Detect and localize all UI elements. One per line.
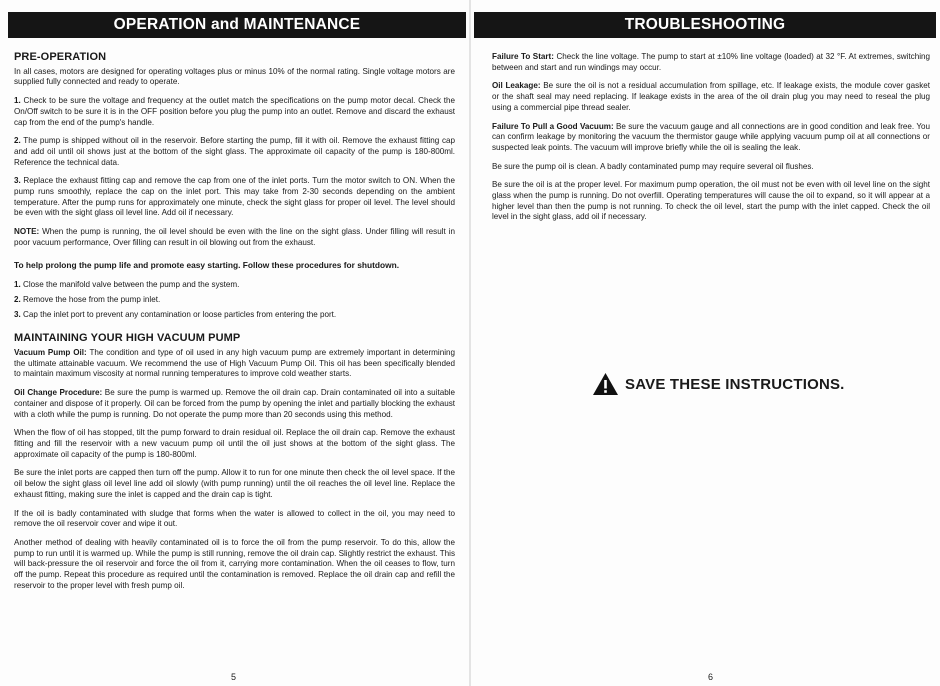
left-page-content [14, 52, 455, 599]
shutdown-list [14, 280, 455, 320]
step-number: 3. [14, 176, 21, 186]
step-text: Check to be sure the voltage and frequency at the outlet match the specifications on the pump motor decal. Check the On/Off switch to be sure it is in the OFF position before you plug the pump into an outlet. Remove and discard the exhaust cap from the end of the pump's handle. [14, 96, 455, 127]
another-method-paragraph: Another method of dealing with heavily contaminated oil is to force the oil from the pump reservoir. To do this, allow the pump to run until it is warmed up. While the pump is still running, remove the oil drain cap. Slightly restrict the exhaust. This will back-pressure the oil reservoir and force the oil from it, carrying more contamination. When the oil ceases to flow, turn off the pump. Repeat this procedure as required until the contamination is removed. Replace the oil drain cap and refill the reservoir to the proper level with fresh pump oil. [14, 537, 455, 590]
note-paragraph [14, 227, 455, 248]
shutdown-step-2 [14, 295, 455, 306]
step-number: 1. [14, 280, 21, 290]
note-label: NOTE: [14, 227, 40, 237]
operation-maintenance-header: OPERATION and MAINTENANCE [8, 12, 466, 38]
failure-to-start-label: Failure To Start: [492, 52, 554, 61]
right-page-content [492, 52, 930, 231]
preoperation-heading: PRE-OPERATION [14, 51, 107, 63]
save-instructions-notice [592, 372, 845, 396]
inlet-capped-paragraph: Be sure the inlet ports are capped then turn off the pump. Allow it to run for one minute then check the oil level space. If the oil below the sight glass oil level line add oil slowly (with pump running) until the oil reaches the oil level line. Replace the exhaust fitting, making sure the inlet is capped and the drain cap is tight. [14, 468, 455, 499]
page-number: 5 [231, 672, 237, 682]
step-number: 2. [14, 294, 21, 304]
step-number: 1. [14, 96, 21, 106]
oil-leakage-text: Be sure the oil is not a residual accumulation from spillage, etc. If leakage exists, the module cover gasket or the shaft seal may need replacing. If leakage exists in the area of the oil drain plug you may need to reseal the plug using a commercial pipe thread sealer. [492, 81, 930, 112]
preoperation-intro: In all cases, motors are designed for operating voltages plus or minus 10% of the normal rating. Single voltage motors are supplied fully connected and ready to operate. [14, 66, 455, 87]
oil-leakage-paragraph [492, 81, 930, 113]
vacuum-pump-oil-text: The condition and type of oil used in any high vacuum pump are extremely important in determining the ultimate attainable vacuum. We recommend the use of High Vacuum Pump Oil. This oil has been specifically blended to maintain maximum viscosity at normal running temperatures to improve cold weather starts. [14, 348, 455, 379]
step-text: Cap the inlet port to prevent any contamination or loose particles from entering the port. [23, 309, 337, 319]
note-text: When the pump is running, the oil level should be even with the line on the sight glass. Under filling will result in poor vacuum performance, Over filling can result in oil blowing out from the exhaust. [14, 227, 455, 247]
step-text: Remove the hose from the pump inlet. [23, 294, 161, 304]
failure-vacuum-paragraph [492, 122, 930, 154]
step-text: Replace the exhaust fitting cap and remove the cap from one of the inlet ports. Turn the motor switch to ON. When the pump runs smoothly, replace the cap on the inlet port. This may take from 2-30 seconds depending on the ambient temperature. After the pump runs for approximately one minute, check the sight glass for proper oil level. The level should be even with the sight glass oil level line. Add oil if necessary. [14, 176, 455, 218]
shutdown-step-3 [14, 310, 455, 321]
maintaining-pump-heading: MAINTAINING YOUR HIGH VACUUM PUMP [14, 332, 241, 345]
oil-clean-paragraph: Be sure the pump oil is clean. A badly contaminated pump may require several oil flushes. [492, 161, 814, 171]
preop-step-3 [14, 176, 455, 219]
oil-change-label: Oil Change Procedure: [14, 388, 103, 398]
oil-level-paragraph: Be sure the oil is at the proper level. For maximum pump operation, the oil must not be even with oil level line on the sight glass when the pump is running. Do not overfill. Operating temperatures will cause the oil to expand, so it will appear at a higher level than then the pump is not running. To check the oil level, start the pump with the inlet capped. Check the oil level in the sight glass, add oil if necessary. [492, 180, 930, 222]
preop-step-1 [14, 96, 455, 128]
failure-vacuum-label: Failure To Pull a Good Vacuum: [492, 121, 614, 131]
step-text: Close the manifold valve between the pump and the system. [23, 280, 240, 290]
troubleshooting-header: TROUBLESHOOTING [474, 12, 936, 38]
shutdown-step-1 [14, 280, 455, 291]
preop-step-2 [14, 136, 455, 168]
right-page [470, 0, 940, 686]
oil-change-text: Be sure the pump is warmed up. Remove the oil drain cap. Drain contaminated oil into a suitable container and dispose of it properly. Oil can be forced from the pump by opening the inlet and partially blocking the exhaust with a cloth while the pump is running. Do not operate the pump more than 20 seconds using this method. [14, 388, 456, 419]
sludge-paragraph: If the oil is badly contaminated with sludge that forms when the water is allowed to collect in the oil, you may need to remove the oil reservoir cover and wipe it out. [14, 508, 455, 529]
step-number: 3. [14, 309, 21, 319]
step-text: The pump is shipped without oil in the reservoir. Before starting the pump, fill it with oil. Remove the exhaust fitting cap and add oil until oil shows just at the bottom of the sight glass. The approximate oil capacity of the pump is 180-800ml. Reference the technical data. [14, 136, 455, 167]
oil-flow-paragraph: When the flow of oil has stopped, tilt the pump forward to drain residual oil. Replace the oil drain cap. Remove the exhaust fitting and fill the reservoir with a new vacuum pump oil until the oil just shows at the bottom of the sight glass. The approximate oil capacity of the pump is 180-800ml. [14, 428, 455, 459]
oil-change-paragraph [14, 388, 455, 420]
warning-triangle-icon [592, 372, 619, 396]
page-number: 6 [708, 672, 714, 682]
failure-to-start-paragraph [492, 52, 930, 73]
step-number: 2. [14, 136, 21, 146]
failure-vacuum-text: Be sure the vacuum gauge and all connections are in good condition and leak free. You can confirm leakage by monitoring the vacuum the thermistor gauge while applying vacuum pump oil at all connections or suspected leak points. The vacuum will improve briefly while the oil is sealing the leak. [492, 121, 931, 152]
oil-leakage-label: Oil Leakage: [492, 81, 541, 91]
failure-to-start-text: Check the line voltage. The pump to start at ±10% line voltage (loaded) at 32 °F. At extremes, switching between and start and run windings may occur. [492, 52, 930, 72]
save-instructions-text: SAVE THESE INSTRUCTIONS. [625, 375, 845, 393]
vacuum-pump-oil-label: Vacuum Pump Oil: [14, 348, 87, 358]
shutdown-heading: To help prolong the pump life and promote easy starting. Follow these procedures for shutdown. [14, 259, 400, 270]
vacuum-pump-oil-paragraph [14, 348, 455, 380]
